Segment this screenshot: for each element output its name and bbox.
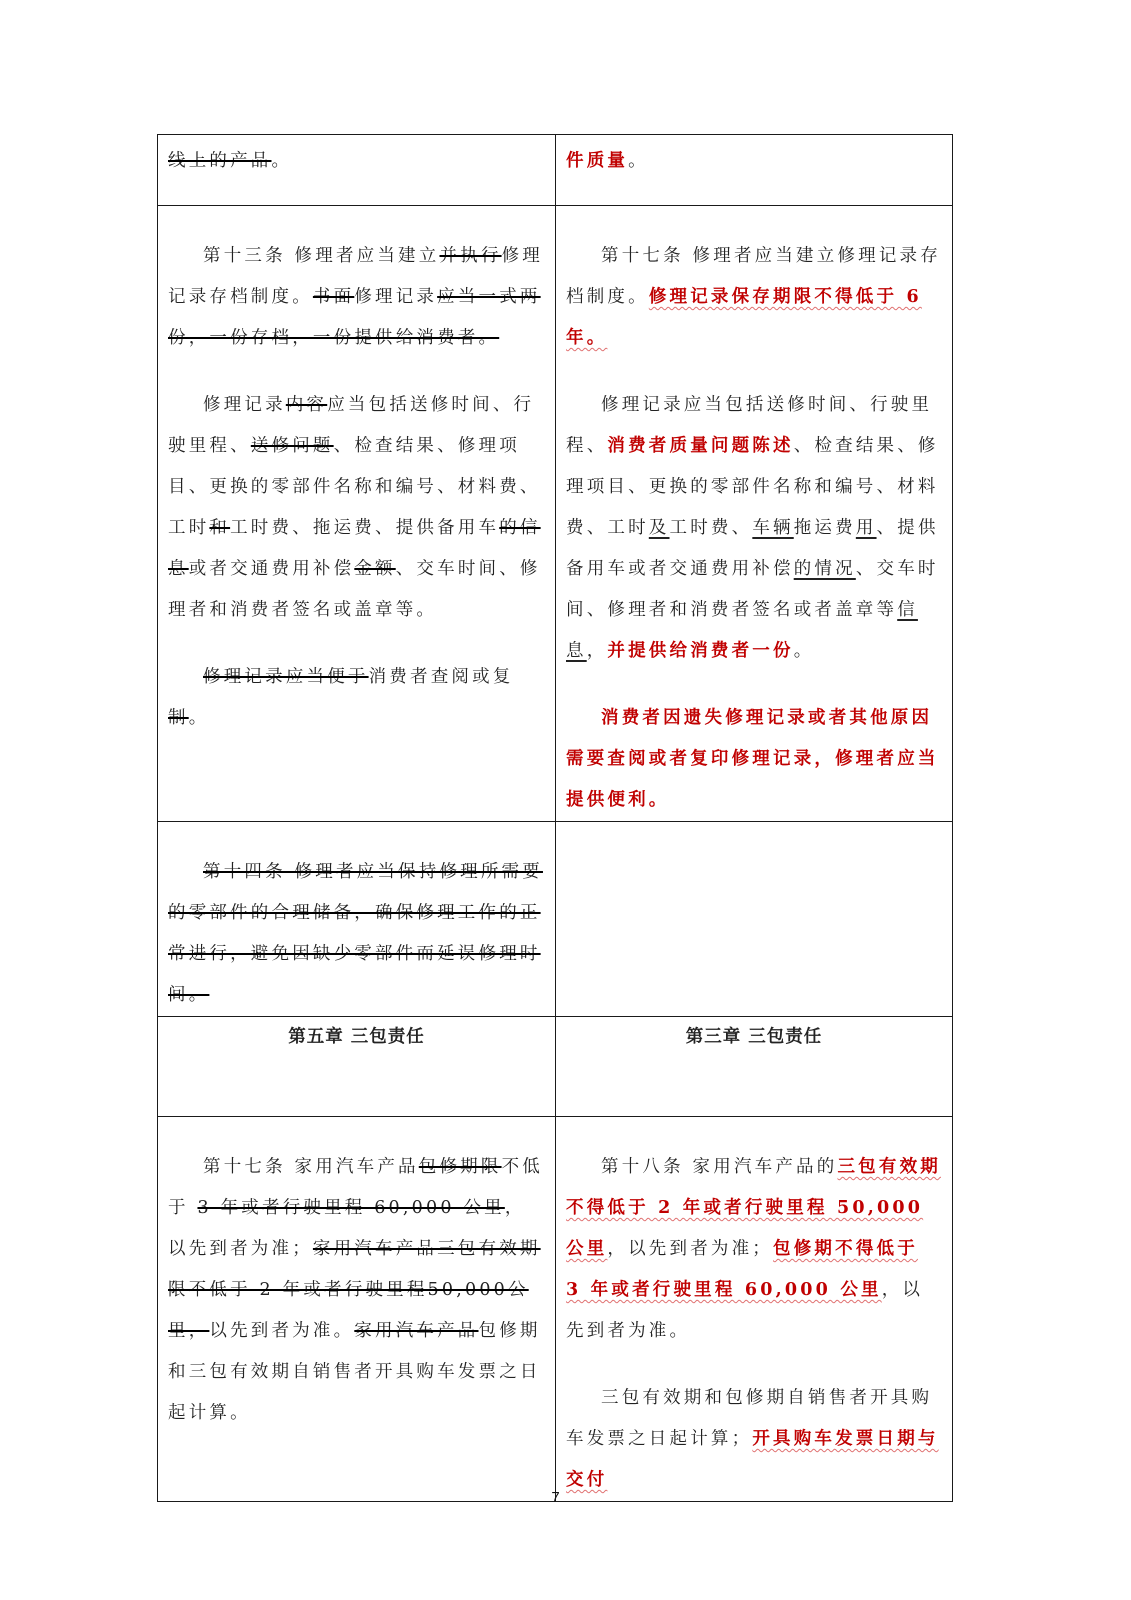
new-text-cell bbox=[556, 135, 953, 206]
inserted-text: 修理记录保存期限不得低于 6 年。 bbox=[566, 287, 922, 348]
new-text-cell bbox=[556, 1117, 953, 1502]
text-run: ，以先到者为准。 bbox=[566, 1280, 924, 1341]
paragraph bbox=[566, 385, 942, 672]
paragraph bbox=[566, 141, 942, 182]
text-run: 修理记录 bbox=[354, 287, 438, 307]
paragraph bbox=[168, 236, 545, 359]
inserted-text: 消费者质量问题陈述 bbox=[607, 436, 794, 456]
table-row bbox=[158, 206, 953, 822]
deleted-text: 书面 bbox=[312, 287, 355, 307]
chapter-heading: 第三章 三包责任 bbox=[685, 1027, 823, 1047]
text-run: ，以先到者为准； bbox=[168, 1198, 526, 1259]
text-run: 应当包括送修时间、行驶里程、 bbox=[168, 395, 535, 456]
text-run: 。 bbox=[793, 641, 815, 661]
chapter-heading: 第五章 三包责任 bbox=[288, 1027, 425, 1047]
text-run: 、检查结果、修理项目、更换的零部件名称和编号、材料费、工时 bbox=[168, 436, 541, 538]
text-run: 第十七条 家用汽车产品 bbox=[203, 1157, 419, 1177]
inserted-text: 消费者因遗失修理记录或者其他原因需要查阅或者复印修理记录，修理者应当提供便利。 bbox=[566, 708, 939, 810]
old-text-cell bbox=[158, 1117, 556, 1502]
inserted-text: 车辆 bbox=[752, 518, 794, 538]
inserted-text: 用 bbox=[855, 518, 877, 538]
page-number: 7 bbox=[551, 1489, 560, 1506]
text-run: 修理记录存档制度。 bbox=[168, 246, 543, 307]
paragraph bbox=[168, 852, 545, 1016]
inserted-text: 件质量 bbox=[566, 151, 629, 171]
deleted-text: 和 bbox=[209, 518, 231, 538]
chapter-heading-cell bbox=[158, 1017, 556, 1117]
text-run: 第十八条 家用汽车产品的 bbox=[601, 1157, 838, 1177]
text-run: ，以先到者为准； bbox=[607, 1239, 774, 1259]
text-run: 工时费、拖运费、提供备用车 bbox=[230, 518, 500, 538]
deleted-text: 制 bbox=[168, 708, 189, 728]
deleted-text: 的信息 bbox=[168, 518, 541, 579]
text-run: 、交车时间、修理者和消费者签名或者盖章等 bbox=[566, 559, 939, 620]
paragraph bbox=[566, 236, 942, 359]
text-run: 工时费、 bbox=[669, 518, 753, 538]
inserted-text: 的情况 bbox=[793, 559, 856, 579]
deleted-text: 家用汽车产品 bbox=[354, 1321, 479, 1341]
deleted-text: 包修期限 bbox=[418, 1157, 502, 1177]
text-run: 第十三条 修理者应当建立 bbox=[203, 246, 440, 266]
new-text-cell bbox=[556, 822, 953, 1017]
paragraph bbox=[566, 698, 942, 821]
text-run: 或者交通费用补偿 bbox=[188, 559, 355, 579]
paragraph bbox=[168, 141, 545, 182]
deleted-text: 家用汽车产品三包有效期限不低于 2 年或者行驶里程50,000公里， bbox=[168, 1239, 541, 1341]
text-run: 、检查结果、修理项目、更换的零部件名称和编号、材料费、工时 bbox=[566, 436, 939, 538]
deleted-text: 第十四条 修理者应当保持修理所需要的零部件的合理储备，确保修理工作的正常进行，避免因缺少零部件而延误修理时间。 bbox=[168, 862, 543, 1005]
deleted-text: 线上的产品 bbox=[168, 151, 272, 171]
paragraph bbox=[566, 1378, 942, 1501]
inserted-text: 信息 bbox=[566, 600, 918, 661]
table-row bbox=[158, 822, 953, 1017]
inserted-text: 包修期不得低于 3 年或者行驶里程 60,000 公里 bbox=[566, 1239, 918, 1300]
old-text-cell bbox=[158, 135, 556, 206]
deleted-text: 金额 bbox=[354, 559, 396, 579]
text-run: 修理记录 bbox=[203, 395, 286, 415]
inserted-text: 三包有效期不得低于 2 年或者行驶里程 50,000 公里 bbox=[566, 1157, 941, 1259]
paragraph bbox=[168, 657, 545, 739]
old-text-cell bbox=[158, 822, 556, 1017]
deleted-text: 应当一式两份，一份存档，一份提供给消费者。 bbox=[168, 287, 541, 348]
comparison-table bbox=[157, 134, 953, 1502]
text-run: 第十七条 修理者应当建立修理记录存档制度。 bbox=[566, 246, 941, 307]
paragraph bbox=[168, 385, 545, 631]
inserted-text: 开具购车发票日期与交付 bbox=[566, 1429, 939, 1490]
table-row bbox=[158, 1017, 953, 1117]
text-run: 不低于 bbox=[168, 1157, 543, 1218]
text-run: 以先到者为准。 bbox=[209, 1321, 355, 1341]
deleted-text: 3 年或者行驶里程 60,000 公里 bbox=[197, 1198, 505, 1218]
text-run: 修理记录应当包括送修时间、行驶里程、 bbox=[566, 395, 933, 456]
text-run: 三包有效期和包修期自销售者开具购车发票之日起计算； bbox=[566, 1388, 933, 1449]
new-text-cell bbox=[556, 206, 953, 822]
text-run: 。 bbox=[271, 151, 293, 171]
table-row bbox=[158, 1117, 953, 1502]
paragraph bbox=[566, 1147, 942, 1352]
text-run: 拖运费 bbox=[793, 518, 856, 538]
text-run: 、提供备用车或者交通费用补偿 bbox=[566, 518, 939, 579]
inserted-text: 并提供给消费者一份 bbox=[607, 641, 794, 661]
table-row bbox=[158, 135, 953, 206]
text-run: 。 bbox=[188, 708, 210, 728]
text-run: 。 bbox=[628, 151, 649, 171]
text-run: 包修期和三包有效期自销售者开具购车发票之日起计算。 bbox=[168, 1321, 541, 1423]
paragraph bbox=[168, 1147, 545, 1434]
old-text-cell bbox=[158, 206, 556, 822]
text-run: ， bbox=[586, 641, 608, 661]
chapter-heading-cell bbox=[556, 1017, 953, 1117]
inserted-text: 及 bbox=[648, 518, 670, 538]
deleted-text: 并执行 bbox=[439, 246, 502, 266]
deleted-text: 送修问题 bbox=[250, 436, 334, 456]
text-run: 、交车时间、修理者和消费者签名或盖章等。 bbox=[168, 559, 541, 620]
deleted-text: 内容 bbox=[285, 395, 328, 415]
text-run: 消费者查阅或复 bbox=[368, 667, 514, 687]
deleted-text: 修理记录应当便于 bbox=[203, 667, 369, 687]
